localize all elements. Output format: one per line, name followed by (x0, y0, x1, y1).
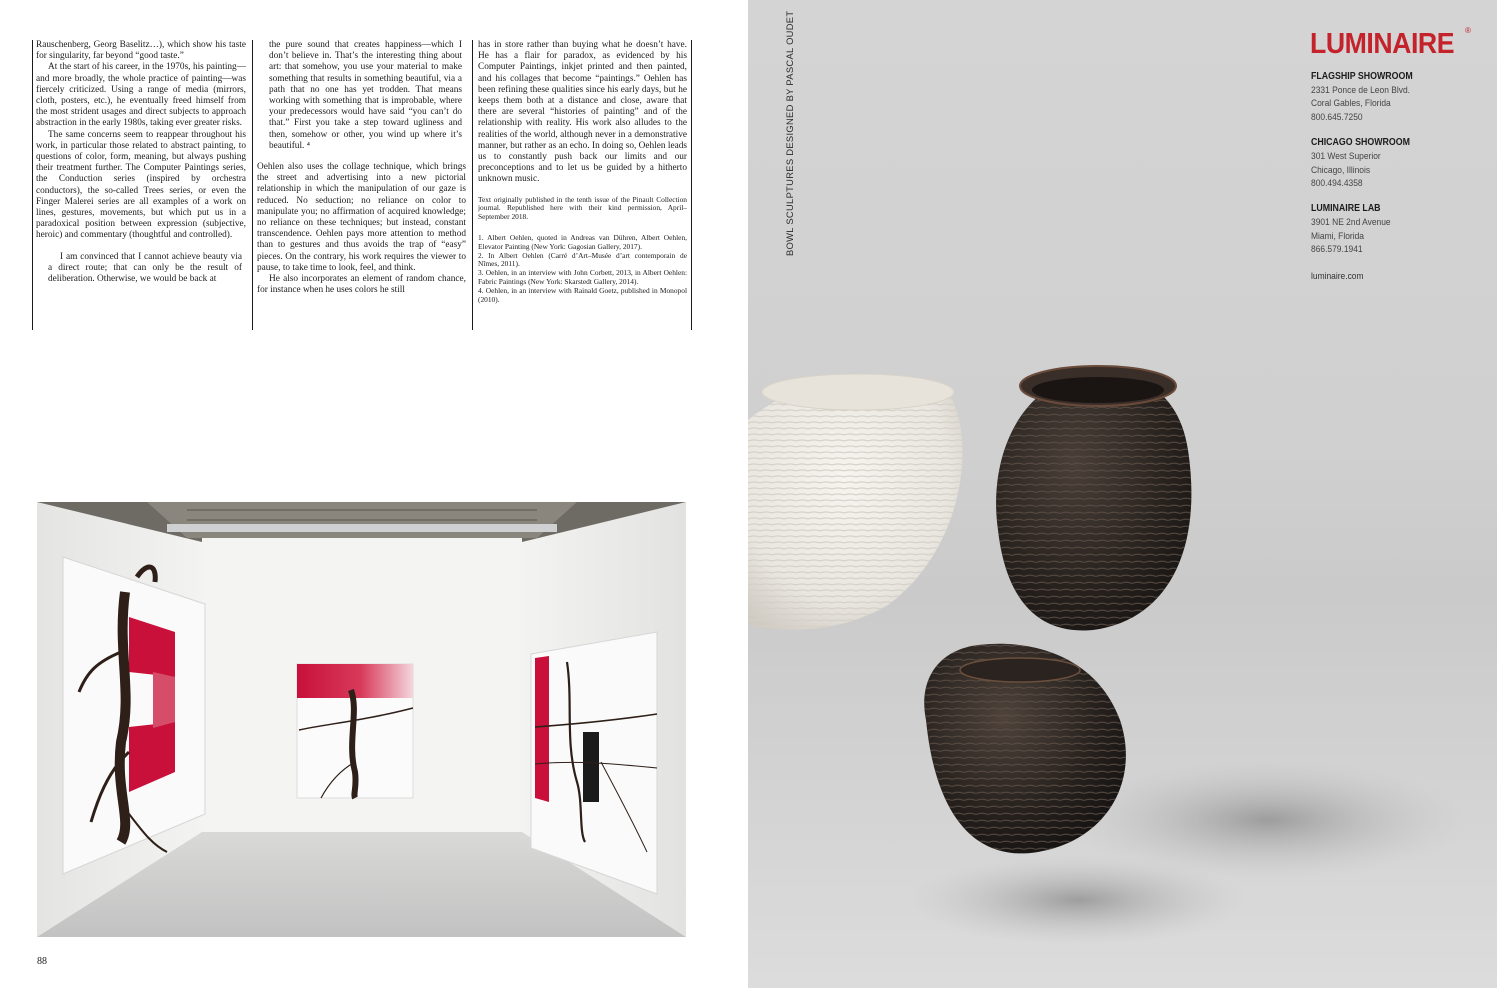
showroom-city: Coral Gables, Florida (1311, 97, 1391, 109)
website-link[interactable]: luminaire.com (1311, 269, 1364, 281)
gallery-installation-photo (37, 502, 686, 937)
endnotes (478, 234, 687, 304)
left-page (0, 0, 748, 988)
photo-credit-vertical: BOWL SCULPTURES DESIGNED BY PASCAL OUDET (784, 10, 795, 256)
column-rule (32, 40, 33, 330)
showroom-city: Miami, Florida (1311, 229, 1364, 241)
paragraph: The same concerns seem to reappear throughout his work, in particular those related to abstract painting, to questions of color, form, meaning, but always pushing their treatment further. The Computer Paintings series, the Conduction series (inspired by orchestra conductors), the so-called Trees series, or even the Finger Malerei series are all examples of a work on lines, gestures, movements, but which put us in a paradoxical position between expression (subjective, heroic) and commentary (thoughtful and controlled). (36, 129, 246, 241)
endnote: 2. In Albert Oehlen (Carré d’Art–Musée d’art contemporain de Nîmes, 2011). (478, 250, 687, 269)
text-column-3 (478, 40, 687, 330)
page-number: 88 (37, 956, 47, 967)
paragraph: has in store rather than buying what he doesn’t have. He has a flair for paradox, as evidenced by his Computer Paintings, inkjet printed and then painted, and his collages that become “paintings.” Oehlen has been refining these qualities since his early days, but he keeps them both at a distance and close, aware that there are several “histories of painting” and of the relationship with reality. His work also alludes to the realities of the world, although never in a demonstrative manner, but rather as an echo. In doing so, Oehlen leads us to constantly push back our limits and our preconceptions and to let us be guided by a hitherto unknown music. (478, 40, 687, 185)
showroom-name: LUMINAIRE LAB (1311, 203, 1381, 215)
block-quote: the pure sound that creates happiness—which I don’t believe in. That’s the interesting thing about art: that somehow, you use your material to make something that results in something beautiful, via a path that no one has yet trodden. That means working with something that is improbable, where your predecessors would have said “you can’t do that.” First you take a step toward ugliness and then, somehow or other, you wind up where it’s beautiful. ⁴ (269, 40, 462, 151)
paragraph: Rauschenberg, Georg Baselitz…), which show his taste for singularity, far beyond “good taste.” (36, 40, 246, 62)
showroom-address: 301 West Superior (1311, 150, 1381, 162)
right-page-advertisement (748, 0, 1497, 988)
showroom-list (1311, 70, 1481, 282)
showroom-lab (1311, 202, 1481, 255)
text-column-1 (36, 40, 246, 330)
paragraph: He also incorporates an element of random chance, for instance when he uses colors he still (257, 274, 466, 296)
gallery-illustration (37, 502, 686, 937)
column-rule (691, 40, 692, 330)
showroom-city: Chicago, Illinois (1311, 163, 1371, 175)
paragraph: At the start of his career, in the 1970s, his painting—and more broadly, the whole practice of painting—was fiercely criticized. Using a range of media (mirrors, cloth, posters, etc.), he eventually freed himself from the most strident usages and direct subjects to approach abstraction in the early 1980s, taking ever greater risks. (36, 62, 246, 129)
showroom-flagship (1311, 70, 1481, 123)
column-rule (472, 40, 473, 330)
endnote: 4. Oehlen, in an interview with Rainald Goetz, published in Monopol (2010). (478, 285, 687, 304)
bowl-sculptures-photo (748, 300, 1497, 988)
publication-credit (478, 196, 687, 222)
brand-logo: LUMINAIRE (1310, 28, 1455, 60)
column-rule (252, 40, 253, 330)
endnote: 1. Albert Oehlen, quoted in Andreas van Dühren, Albert Oehlen, Elevator Painting (New York: Gagosian Gallery, 2017). (478, 233, 687, 251)
showroom-phone: 800.645.7250 (1311, 110, 1363, 122)
text-column-2 (257, 40, 466, 330)
showroom-address: 3901 NE 2nd Avenue (1311, 216, 1391, 228)
paragraph: Oehlen also uses the collage technique, which brings the street and advertising into a new pictorial relationship in which the manipulation of our gaze is reduced. No seduction; no reliance on color to manipulate you; no affirmation of acquired knowledge; no reliance on these techniques; but instead, constant transcendence. Oehlen pays more attention to method than to gestures and thus avoids the trap of “easy” pieces. On the contrary, his work requires the viewer to pause, to take time to look, feel, and think. (257, 162, 466, 273)
block-quote: I am convinced that I cannot achieve beauty via a direct route; that can only be the result of deliberation. Otherwise, we would be back at (48, 251, 242, 285)
showroom-chicago (1311, 136, 1481, 189)
credit-text: Text originally published in the tenth issue of the Pinault Collection journal. Republished here with their kind permission, April–September 2018. (478, 194, 687, 222)
showroom-address: 2331 Ponce de Leon Blvd. (1311, 84, 1410, 95)
showroom-phone: 800.494.4358 (1311, 177, 1363, 189)
showroom-phone: 866.579.1941 (1311, 243, 1363, 255)
showroom-name: FLAGSHIP SHOWROOM (1311, 71, 1413, 82)
endnote: 3. Oehlen, in an interview with John Corbett, 2013, in Albert Oehlen: Fabric Paintings (New York: Skarstedt Gallery, 2014). (478, 268, 687, 287)
registered-mark: ® (1465, 26, 1471, 35)
showroom-name: CHICAGO SHOWROOM (1311, 137, 1410, 149)
